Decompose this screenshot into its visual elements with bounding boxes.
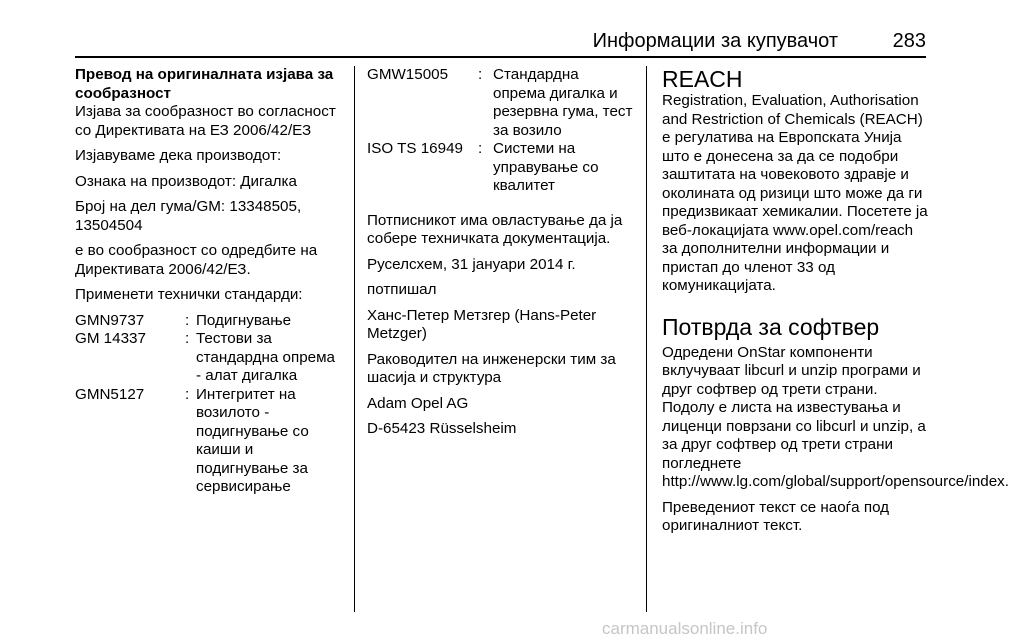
standard-code: GMN5127 (75, 385, 145, 403)
paragraph: Adam Opel AG (367, 394, 469, 412)
page-header (75, 26, 926, 58)
reach-heading: REACH (662, 66, 743, 92)
paragraph: Применети технички стандарди: (75, 286, 303, 303)
standard-desc: Тестови за стандардна опрема - алат дигалка (196, 330, 335, 384)
paragraph: Изјавуваме дека производот: (75, 147, 282, 164)
paragraph: Раководител на инженерски тим за шасија и структура (367, 350, 616, 386)
standard-code: GMN9737 (75, 311, 145, 329)
column-divider (354, 66, 355, 612)
standard-separator: : (185, 311, 190, 329)
software-paragraph: Одредени OnStar компоненти вклучуваат libcurl и unzip програми и друг софтвер од трети страни. Подолу е листа на известувања и лиценци поврзани со libcurl и unzip, а за друг софтвер од трети страни погледнете http://www.lg.com/global/support/opensource/index. (662, 343, 1009, 490)
paragraph: Ханс-Петер Метзгер (Hans-Peter Metzger) (367, 306, 597, 342)
standard-code: ISO TS 16949 (367, 140, 463, 157)
paragraph: Број на дел гума/GM: 13348505, 13504504 (75, 198, 302, 234)
page-title: Информации за купувачот (592, 30, 838, 52)
column-left (75, 66, 343, 497)
column-middle (367, 66, 635, 446)
standard-desc: Интегритет на возилото - подигнување со каиши и подигнување за сервисирање (196, 385, 309, 495)
paragraph: Ознака на производот: Дигалка (75, 172, 297, 190)
paragraph: D-65423 Rüsselsheim (367, 420, 517, 437)
paragraph: е во сообразност со одредбите на Директивата 2006/42/ЕЗ. (75, 242, 318, 278)
standard-separator: : (478, 140, 483, 157)
page-number: 283 (892, 30, 926, 52)
column-right (662, 66, 1009, 543)
paragraph: потпишал (367, 281, 437, 298)
paragraph: Изјава за сообразност во согласност со Директивата на ЕЗ 2006/42/ЕЗ (75, 103, 336, 139)
standard-desc: Подигнување (196, 311, 292, 329)
standard-desc: Системи на управување со квалитет (493, 140, 599, 194)
standard-separator: : (478, 66, 483, 83)
watermark: carmanualsonline.info (602, 619, 768, 638)
standard-code: GM 14337 (75, 330, 146, 347)
software-heading: Потврда за софтвер (662, 313, 880, 340)
standard-desc: Стандардна опрема дигалка и резервна гума, тест за возило (493, 66, 633, 139)
standards-list (75, 312, 343, 497)
section-heading: Превод на оригиналната изјава за сообразност (75, 66, 334, 102)
software-paragraph: Преведениот текст се наоѓа под оригиналниот текст. (662, 498, 890, 534)
standard-code: GMW15005 (367, 66, 449, 83)
standards-list (367, 66, 635, 196)
reach-paragraph: Registration, Evaluation, Authorisation and Restriction of Chemicals (REACH) е регулатива на Европската Унија што е донесена за да се подобри заштитата на човековото здравје и околината од ризици што може да ги предизвикаат хемикалии. Посетете ја веб-локацијата www.opel.com/reach за дополнителни информации и пристап до членот 33 од комуникацијата. (662, 92, 928, 294)
column-divider (646, 66, 647, 612)
standard-separator: : (185, 330, 190, 347)
standard-separator: : (185, 385, 190, 403)
paragraph: Потписникот има овластување да ја собере техничката документација. (367, 211, 623, 247)
paragraph: Руселсхем, 31 јануари 2014 г. (367, 255, 576, 273)
